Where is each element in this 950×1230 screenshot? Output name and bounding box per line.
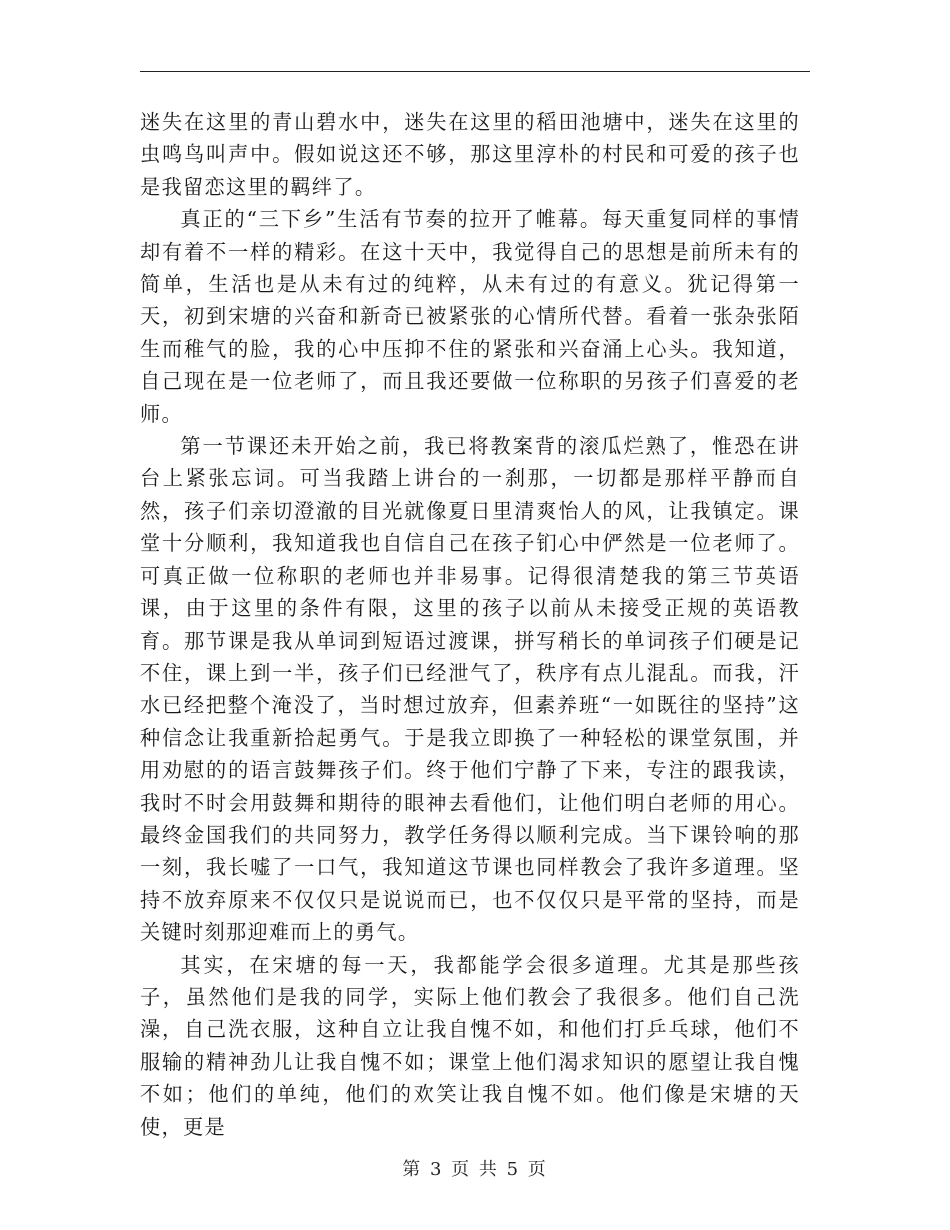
paragraph-4: 其实，在宋塘的每一天，我都能学会很多道理。尤其是那些孩子，虽然他们是我的同学，实际上他们教会了我很多。他们自己洗澡，自己洗衣服，这种自立让我自愧不如，和他们打乒乓球，他们不服输的精神劲儿让我自愧不如；课堂上他们渴求知识的愿望让我自愧不如；他们的单纯，他们的欢笑让我自愧不如。他们像是宋塘的天使，更是 <box>140 952 800 1139</box>
paragraph-1: 迷失在这里的青山碧水中，迷失在这里的稻田池塘中，迷失在这里的虫鸣鸟叫声中。假如说这还不够，那这里淳朴的村民和可爱的孩子也是我留恋这里的羁绊了。 <box>140 110 800 199</box>
header-rule <box>140 71 810 72</box>
body-text <box>140 106 800 1143</box>
page-number-footer: 第 3 页 共 5 页 <box>402 1159 548 1180</box>
paragraph-3: 第一节课还未开始之前，我已将教案背的滚瓜烂熟了，惟恐在讲台上紧张忘词。可当我踏上讲台的一刹那，一切都是那样平静而自然，孩子们亲切澄澈的目光就像夏日里清爽怡人的风，让我镇定。课堂十分顺利，我知道我也自信自己在孩子钔心中俨然是一位老师了。可真正做一位称职的老师也并非易事。记得很清楚我的第三节英语课，由于这里的条件有限，这里的孩子以前从未接受正规的英语教育。那节课是我从单词到短语过渡课，拼写稍长的单词孩子们硬是记不住，课上到一半，孩子们已经泄气了，秩序有点儿混乱。而我，汗水已经把整个淹没了，当时想过放弃，但素养班“一如既往的坚持”这种信念让我重新拾起勇气。于是我立即换了一种轻松的课堂氛围，并用劝慰的的语言鼓舞孩子们。终于他们宁静了下来，专注的跟我读，我时不时会用鼓舞和期待的眼神去看他们，让他们明白老师的用心。最终金国我们的共同努力，教学任务得以顺利完成。当下课铃响的那一刻，我长嘘了一口气，我知道这节课也同样教会了我许多道理。坚持不放弃原来不仅仅只是说说而已，也不仅仅只是平常的坚持，而是关键时刻那迎难而上的勇气。 <box>140 434 800 945</box>
paragraph-2: 真正的“三下乡”生活有节奏的拉开了帷幕。每天重复同样的事情却有着不一样的精彩。在这十天中，我觉得自己的思想是前所未有的简单，生活也是从未有过的纯粹，从未有过的有意义。犹记得第一天，初到宋塘的兴奋和新奇已被紧张的心情所代替。看着一张杂张陌生而稚气的脸，我的心中压抑不住的紧张和兴奋涌上心头。我知道，自己现在是一位老师了，而且我还要做一位称职的另孩子们喜爱的老师。 <box>140 207 800 426</box>
